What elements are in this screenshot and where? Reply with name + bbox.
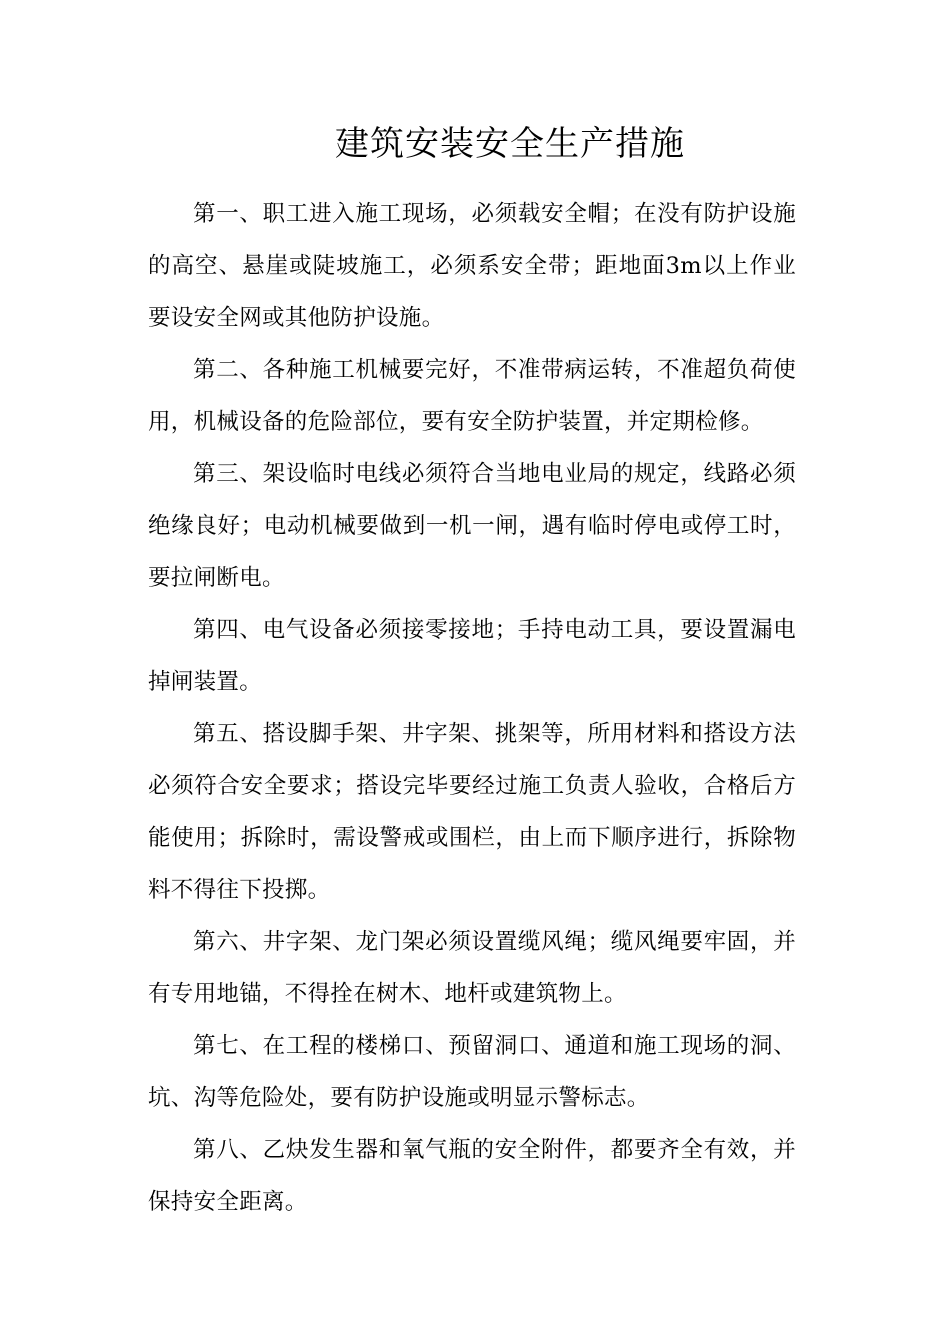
paragraph-8: 第八、乙炔发生器和氧气瓶的安全附件，都要齐全有效，并保持安全距离。 — [148, 1137, 796, 1215]
paragraph-6: 第六、井字架、龙门架必须设置缆风绳；缆风绳要牢固，并有专用地锚，不得拴在树木、地杆或建筑物上。 — [148, 929, 796, 1007]
paragraph-5: 第五、搭设脚手架、井字架、挑架等，所用材料和搭设方法必须符合安全要求；搭设完毕要经过施工负责人验收，合格后方能使用；拆除时，需设警戒或围栏，由上而下顺序进行，拆除物料不得往下投掷。 — [148, 721, 796, 903]
paragraph-7: 第七、在工程的楼梯口、预留洞口、通道和施工现场的洞、坑、沟等危险处，要有防护设施或明显示警标志。 — [148, 1033, 796, 1111]
document-body — [148, 188, 796, 1228]
paragraph-2: 第二、各种施工机械要完好，不准带病运转，不准超负荷使用，机械设备的危险部位，要有安全防护装置，并定期检修。 — [148, 357, 796, 435]
paragraph-3: 第三、架设临时电线必须符合当地电业局的规定，线路必须绝缘良好；电动机械要做到一机一闸，遇有临时停电或停工时，要拉闸断电。 — [148, 461, 796, 591]
paragraph-1: 第一、职工进入施工现场，必须载安全帽；在没有防护设施的高空、悬崖或陡坡施工，必须系安全带；距地面3m以上作业要设安全网或其他防护设施。 — [148, 201, 796, 331]
document-title: 建筑安装安全生产措施 — [335, 124, 685, 164]
paragraph-4: 第四、电气设备必须接零接地；手持电动工具，要设置漏电掉闸装置。 — [148, 617, 796, 695]
